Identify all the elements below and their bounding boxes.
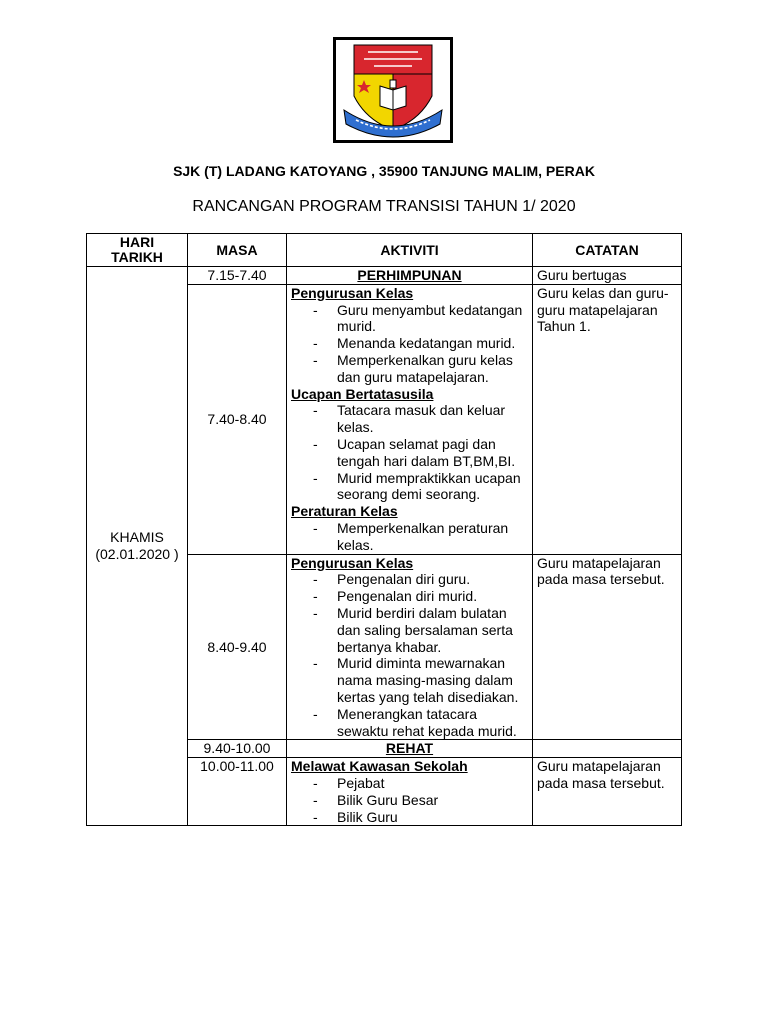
list-item: - Pengenalan diri murid. bbox=[313, 588, 528, 605]
list-item: - Pejabat bbox=[313, 775, 528, 792]
activity-cell bbox=[287, 554, 533, 740]
activity-cell bbox=[287, 758, 533, 826]
activity-heading: Melawat Kawasan Sekolah bbox=[291, 758, 468, 775]
activity-list bbox=[291, 520, 528, 554]
activity-list bbox=[291, 571, 528, 739]
list-item: - Menerangkan tatacara sewaktu rehat kepada murid. bbox=[313, 706, 528, 740]
note-cell: Guru matapelajaran pada masa tersebut. bbox=[533, 758, 682, 826]
activity-cell: PERHIMPUNAN bbox=[287, 267, 533, 285]
time-cell: 7.40-8.40 bbox=[188, 284, 287, 554]
list-item: - Bilik Guru bbox=[313, 809, 528, 826]
list-item: - Murid berdiri dalam bulatan dan saling bersalaman serta bertanya khabar. bbox=[313, 605, 528, 655]
activity-heading: Peraturan Kelas bbox=[291, 503, 398, 520]
time-cell: 7.15-7.40 bbox=[188, 267, 287, 285]
list-item: - Ucapan selamat pagi dan tengah hari dalam BT,BM,BI. bbox=[313, 436, 528, 470]
school-logo bbox=[333, 37, 453, 143]
day-cell: KHAMIS (02.01.2020 ) bbox=[87, 267, 188, 826]
table-header-row bbox=[87, 234, 682, 267]
list-item: - Menanda kedatangan murid. bbox=[313, 335, 528, 352]
header-day-date: HARI TARIKH bbox=[87, 234, 188, 267]
time-cell: 8.40-9.40 bbox=[188, 554, 287, 740]
time-cell: 9.40-10.00 bbox=[188, 740, 287, 758]
list-item: - Murid mempraktikkan ucapan seorang demi seorang. bbox=[313, 470, 528, 504]
header-time: MASA bbox=[188, 234, 287, 267]
note-cell: Guru matapelajaran pada masa tersebut. bbox=[533, 554, 682, 740]
activity-heading: Pengurusan Kelas bbox=[291, 284, 414, 301]
activity-list bbox=[291, 302, 528, 386]
schedule-table bbox=[86, 233, 682, 826]
list-item: - Tatacara masuk dan keluar kelas. bbox=[313, 402, 528, 436]
note-cell bbox=[533, 740, 682, 758]
time-cell: 10.00-11.00 bbox=[188, 758, 287, 826]
activity-cell: REHAT bbox=[287, 740, 533, 758]
activity-list bbox=[291, 402, 528, 503]
list-item: - Memperkenalkan guru kelas dan guru matapelajaran. bbox=[313, 352, 528, 386]
activity-heading: Ucapan Bertatasusila bbox=[291, 385, 434, 402]
activity-cell bbox=[287, 284, 533, 554]
activity-heading: Pengurusan Kelas bbox=[291, 554, 414, 571]
list-item: - Pengenalan diri guru. bbox=[313, 571, 528, 588]
note-cell: Guru kelas dan guru-guru matapelajaran Tahun 1. bbox=[533, 284, 682, 554]
note-cell: Guru bertugas bbox=[533, 267, 682, 285]
school-crest-icon bbox=[336, 40, 450, 140]
list-item: - Murid diminta mewarnakan nama masing-masing dalam kertas yang telah disediakan. bbox=[313, 655, 528, 705]
table-row bbox=[87, 267, 682, 285]
list-item: - Bilik Guru Besar bbox=[313, 792, 528, 809]
school-name: SJK (T) LADANG KATOYANG , 35900 TANJUNG MALIM, PERAK bbox=[173, 163, 595, 179]
activity-list bbox=[291, 775, 528, 825]
header-note: CATATAN bbox=[533, 234, 682, 267]
list-item: - Guru menyambut kedatangan murid. bbox=[313, 302, 528, 336]
document-title: RANCANGAN PROGRAM TRANSISI TAHUN 1/ 2020 bbox=[192, 198, 576, 215]
header-activity: AKTIVITI bbox=[287, 234, 533, 267]
list-item: - Memperkenalkan peraturan kelas. bbox=[313, 520, 528, 554]
